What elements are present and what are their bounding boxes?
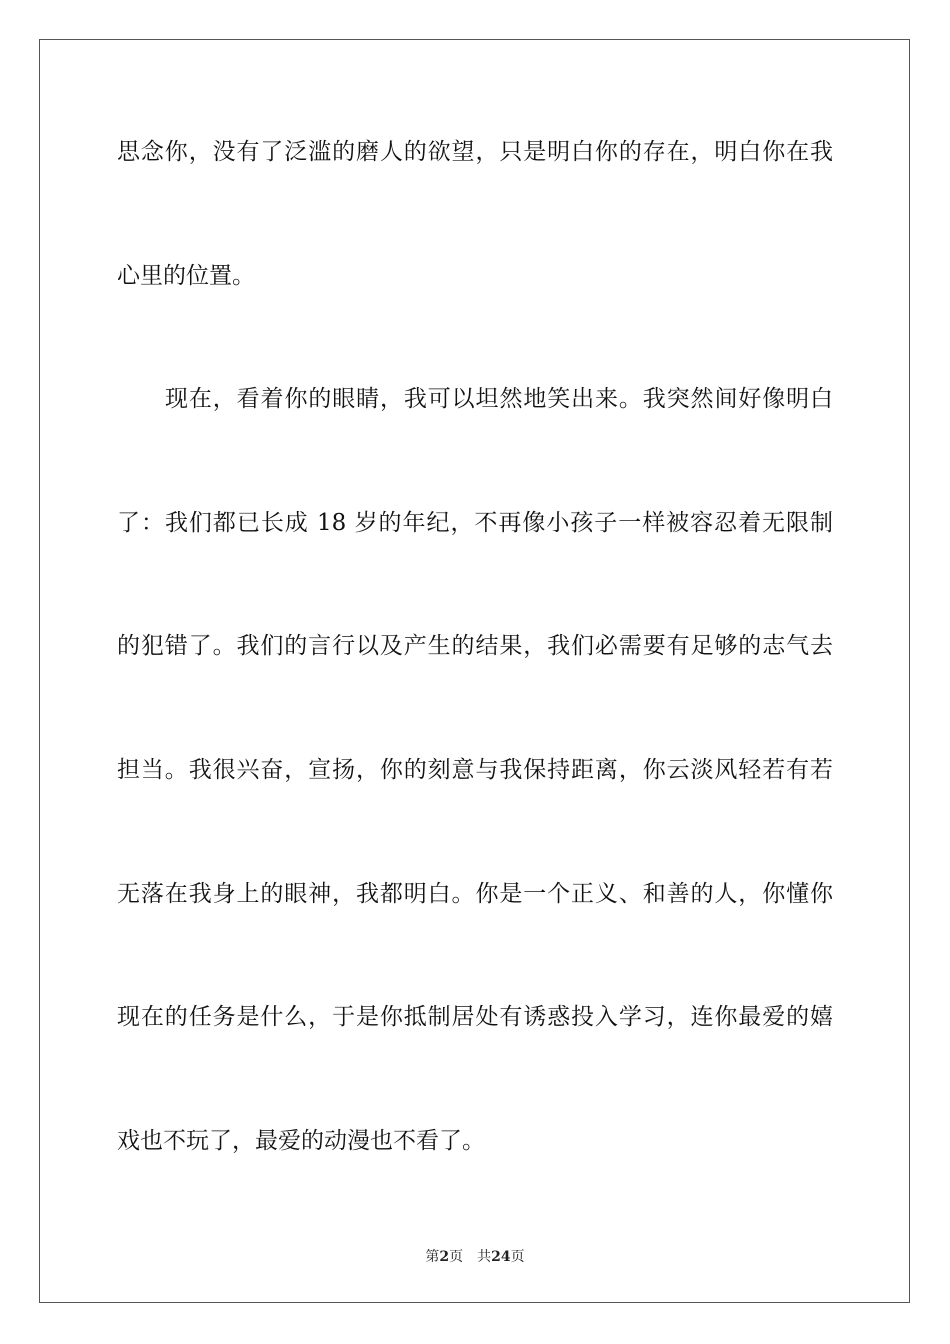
total-pages: 24 — [491, 1249, 511, 1265]
text-line: 思念你，没有了泛滥的磨人的欲望，只是明白你的存在，明白你在我 — [117, 139, 833, 165]
page-prefix: 第 — [425, 1249, 440, 1265]
page-footer — [0, 1247, 950, 1267]
text-line: 的犯错了。我们的言行以及产生的结果，我们必需要有足够的志气去 — [117, 633, 833, 660]
text-line: 戏也不玩了，最爱的动漫也不看了。 — [117, 1127, 485, 1154]
page-number: 2 — [439, 1249, 450, 1265]
total-suffix: 页 — [510, 1249, 525, 1265]
total-prefix: 共 — [477, 1249, 492, 1265]
page-suffix: 页 — [449, 1249, 464, 1265]
text-line: 无落在我身上的眼神，我都明白。你是一个正义、和善的人，你懂你 — [117, 880, 833, 907]
document-body — [117, 124, 833, 1236]
text-line: 心里的位置。 — [117, 262, 255, 289]
text-line: 现在，看着你的眼睛，我可以坦然地笑出来。我突然间好像明白 — [165, 386, 833, 413]
text-line: 担当。我很兴奋，宣扬，你的刻意与我保持距离，你云淡风轻若有若 — [117, 756, 833, 783]
text-line: 现在的任务是什么，于是你抵制居处有诱惑投入学习，连你最爱的嬉 — [117, 1004, 833, 1031]
text-line: 了：我们都已长成 18 岁的年纪，不再像小孩子一样被容忍着无限制 — [117, 509, 833, 536]
